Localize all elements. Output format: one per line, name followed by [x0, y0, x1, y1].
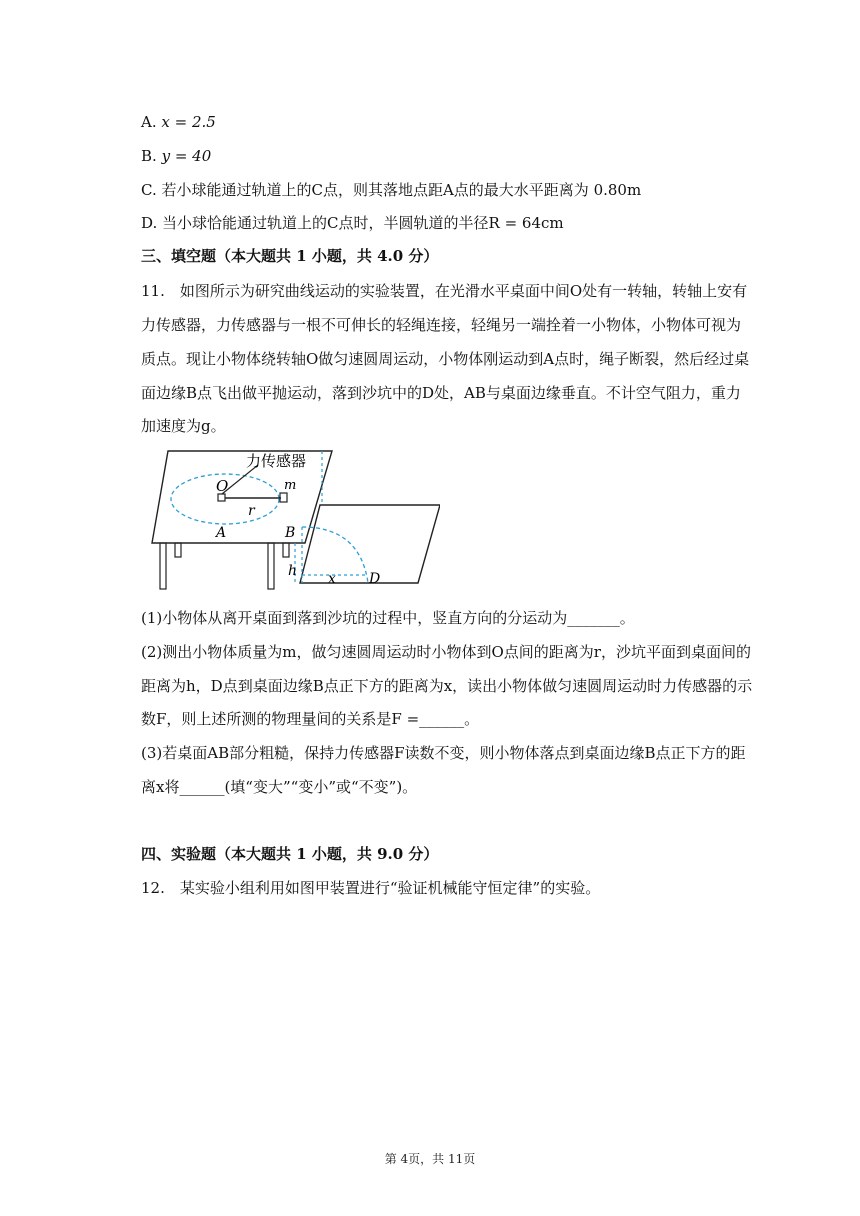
table-leg-back-right — [283, 543, 289, 557]
axis-sensor-box — [218, 494, 225, 501]
q11-line-3: 质点。现让小物体绕转轴O做匀速圆周运动，小物体刚运动到A点时，绳子断裂，然后经过桌 — [141, 350, 750, 368]
option-c — [141, 180, 641, 200]
option-d-label: D. — [141, 214, 158, 232]
section-4-title: 四、实验题（本大题共 1 小题，共 9.0 分） — [141, 845, 439, 863]
label-D: D — [369, 571, 381, 587]
section-3-title: 三、填空题（本大题共 1 小题，共 4.0 分） — [141, 247, 439, 265]
q11-line-5: 加速度为g。 — [141, 417, 226, 435]
option-b-expr: y = 40 — [161, 147, 212, 165]
option-a-expr: x = 2.5 — [161, 113, 216, 131]
option-a-label: A. — [141, 113, 157, 131]
apparatus-figure — [150, 447, 440, 595]
q11-line-4: 面边缘B点飞出做平抛运动，落到沙坑中的D处，AB与桌面边缘垂直。不计空气阻力，重力 — [141, 384, 741, 402]
option-c-text: 若小球能通过轨道上的C点，则其落地点距A点的最大水平距离为 0.80m — [161, 181, 642, 199]
option-a — [141, 112, 216, 132]
q11-sub-3-line-2: 离x将______(填“变大”“变小”或“不变”)。 — [141, 778, 418, 796]
table-leg-right — [268, 543, 274, 589]
page-footer: 第 4页，共 11页 — [384, 1152, 476, 1166]
option-d — [141, 213, 564, 233]
q11-sub-1: (1)小物体从离开桌面到落到沙坑的过程中，竖直方向的分运动为_______。 — [141, 609, 635, 627]
label-r: r — [248, 503, 255, 519]
option-c-label: C. — [141, 181, 157, 199]
q11-sub-2-line-2: 距离为h，D点到桌面边缘B点正下方的距离为x，读出小物体做匀速圆周运动时力传感器的示 — [141, 677, 753, 695]
table-leg-back-left — [175, 543, 181, 557]
label-O: O — [216, 477, 229, 495]
q12-line-1: 12. 某实验小组利用如图甲装置进行“验证机械能守恒定律”的实验。 — [141, 879, 601, 897]
q11-sub-2-line-3: 数F，则上述所测的物理量间的关系是F =______。 — [141, 710, 480, 728]
label-m: m — [284, 478, 297, 493]
option-b — [141, 146, 211, 166]
q11-sub-3-line-1: (3)若桌面AB部分粗糙，保持力传感器F读数不变，则小物体落点到桌面边缘B点正下方的距 — [141, 744, 746, 762]
label-x: x — [328, 571, 336, 587]
table-leg-left — [160, 543, 166, 589]
option-d-text: 当小球恰能通过轨道上的C点时，半圆轨道的半径R = 64cm — [162, 214, 564, 232]
label-A: A — [216, 525, 227, 541]
small-object — [280, 493, 287, 502]
q11-line-2: 力传感器，力传感器与一根不可伸长的轻绳连接，轻绳另一端拴着一小物体，小物体可视为 — [141, 316, 742, 334]
option-b-label: B. — [141, 147, 157, 165]
label-force-sensor: 力传感器 — [246, 452, 307, 470]
label-B: B — [285, 525, 296, 541]
label-h: h — [288, 563, 298, 579]
q11-line-1: 11. 如图所示为研究曲线运动的实验装置，在光滑水平桌面中间O处有一转轴，转轴上安有 — [141, 282, 748, 300]
q11-sub-2-line-1: (2)测出小物体质量为m，做匀速圆周运动时小物体到O点间的距离为r，沙坑平面到桌面间的 — [141, 643, 751, 661]
